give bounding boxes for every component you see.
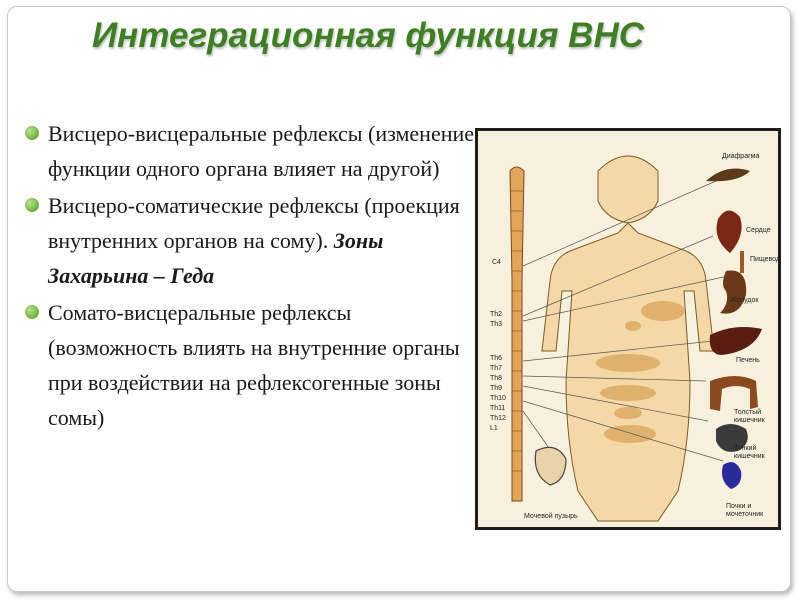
bullet-item-viscero-somatic xyxy=(24,188,474,293)
spine-label-th6: Th6 xyxy=(490,355,503,362)
bullet-item-viscero-visceral xyxy=(24,116,474,186)
bullet-emphasis: Зоны Захарьина – Геда xyxy=(48,228,384,288)
bullet-dot-icon xyxy=(25,305,39,319)
bullet-dot-icon xyxy=(25,198,39,212)
bladder-icon xyxy=(535,447,566,485)
anatomy-illustration xyxy=(478,131,778,527)
label-diaphragm: Диафрагма xyxy=(722,153,760,160)
bullet-dot-icon xyxy=(25,126,39,140)
stomach-icon xyxy=(720,271,746,314)
zone-liver xyxy=(596,354,660,372)
kidney-icon xyxy=(722,462,741,489)
anatomy-figure xyxy=(475,128,781,530)
spine-label-th2: Th2 xyxy=(490,311,503,318)
spine-label-th11: Th11 xyxy=(490,405,506,412)
spine-label-th3: Th3 xyxy=(490,321,503,328)
spine-label-c4: C4 xyxy=(492,259,501,266)
zone-esophagus xyxy=(625,321,641,331)
zone-heart xyxy=(641,301,685,321)
liver-icon xyxy=(710,327,762,355)
bullet-text: Висцеро-висцеральные рефлексы (изменение функции одного органа влияет на другой) xyxy=(48,121,475,181)
spine-label-th10: Th10 xyxy=(490,395,506,402)
colon-icon xyxy=(710,376,758,411)
label-small-intestine: Тонкий кишечник xyxy=(734,445,765,460)
label-colon: Толстый кишечник xyxy=(734,409,765,424)
spine-label-th8: Th8 xyxy=(490,375,503,382)
bullet-item-somato-visceral xyxy=(24,295,474,435)
bullet-list xyxy=(24,116,474,437)
diaphragm-icon xyxy=(706,169,750,182)
label-stomach: Желудок xyxy=(730,297,759,304)
label-esophagus: Пищевод xyxy=(750,256,780,263)
label-liver: Печень xyxy=(736,357,760,364)
spine-label-th12: Th12 xyxy=(490,415,506,422)
torso-silhouette xyxy=(542,156,714,521)
bullet-text: Сомато-висцеральные рефлексы (возможность влиять на внутренние органы при воздействии на рефлексогенные зоны сомы) xyxy=(48,300,460,430)
spine-label-th9: Th9 xyxy=(490,385,503,392)
heart-icon xyxy=(717,210,742,253)
bullet-text: Висцеро-соматические рефлексы (проекция внутренних органов на сому). xyxy=(48,193,460,253)
label-heart: Сердце xyxy=(746,227,771,234)
label-kidney: Почки и мочеточник xyxy=(726,503,764,518)
esophagus-icon xyxy=(740,251,744,273)
slide-title: Интеграционная функция ВНС xyxy=(92,16,645,55)
zone-intestine xyxy=(614,407,642,419)
label-bladder: Мочевой пузырь xyxy=(524,513,578,520)
spine-label-th7: Th7 xyxy=(490,365,503,372)
spine-label-l1: L1 xyxy=(490,425,498,432)
zone-stomach xyxy=(600,385,656,401)
